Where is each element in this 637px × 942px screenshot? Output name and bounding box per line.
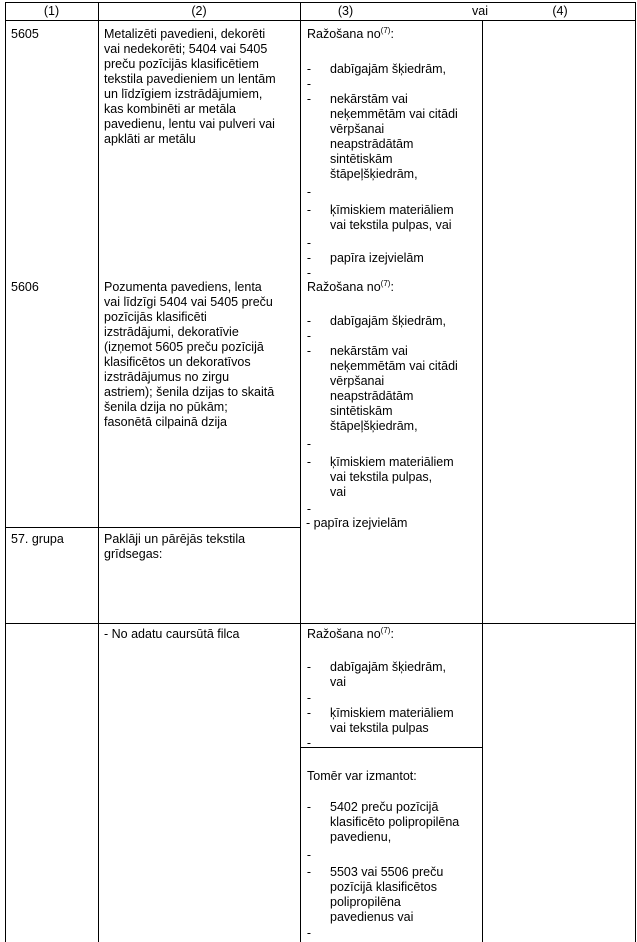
item-line: pavedienu, [330,830,392,844]
dash: - [306,236,312,250]
however-divider [300,747,482,748]
desc-line: vai līdzīgi 5404 vai 5405 preču [104,295,273,309]
dash: - [306,266,312,280]
col-border-1-2 [98,2,99,942]
header-col3: (3) [337,4,354,18]
col-border-right [635,2,636,942]
col-border-left [5,2,6,942]
dash: - [306,926,312,940]
dash: - [306,736,312,750]
dash: - [306,660,312,674]
dash: - [306,691,312,705]
desc-line: preču pozīcijās klasificētiem [104,57,259,71]
row-divider-57 [5,527,300,528]
item-line: pozīcijā klasificētos [330,880,437,894]
item-line: nekārstām vai [330,92,408,106]
footnote-ref: (7) [380,625,391,635]
desc-line: Paklāji un pārējās tekstila [104,532,246,546]
item-line: vai tekstila pulpas, vai [330,218,452,232]
desc-line: Pozumenta pavediens, lenta [104,280,262,294]
item-line: vai [330,675,346,689]
desc-line: (izņemot 5605 preču pozīcijā [104,340,264,354]
item-line: pavedienus vai [330,910,414,924]
table-top-border [5,2,635,3]
row-5606-code: 5606 [11,280,39,294]
desc-line: tekstila pavedieniem un lentām [104,72,276,86]
item-line: ķīmiskiem materiāliem [330,203,454,217]
item-line: vai [330,485,346,499]
item-line: neapstrādātām [330,137,414,151]
item-line: ķīmiskiem materiāliem [330,455,454,469]
dash: - [306,437,312,451]
item-line: ķīmiskiem materiāliem [330,706,454,720]
desc-line: un līdzīgiem izstrādājumiem, [104,87,263,101]
item-line: dabīgajām šķiedrām, [330,660,447,674]
rule-intro-text: Ražošana no [307,627,381,641]
item-line: neapstrādātām [330,389,414,403]
item-line: klasificēto polipropilēna [330,815,460,829]
desc-line: klasificētos un dekoratīvos [104,355,251,369]
row-57-code: 57. grupa [11,532,64,546]
item-line: vai tekstila pulpas [330,721,429,735]
dash: - [306,502,312,516]
dash: - [306,185,312,199]
row-5605-rule-intro [307,27,394,42]
dash: - [306,706,312,720]
row-divider-felt [5,623,635,624]
dash: - [306,344,312,358]
header-col1: (1) [43,4,60,18]
desc-line: Metalizēti pavedieni, dekorēti [104,27,266,41]
desc-line: izstrādājumi, dekoratīvie [104,325,239,339]
however-label: Tomēr var izmantot: [307,769,417,783]
desc-line: astriem); šenila dzijas to skaitā [104,385,275,399]
rule-intro-colon: : [390,27,394,41]
item-line: papīra izejvielām [330,251,424,265]
desc-line: pavedienu, lentu vai pulveri vai [104,117,275,131]
item-line: nekārstām vai [330,344,408,358]
item-line: neķemmētām vai citādi [330,359,458,373]
item-line: 5503 vai 5506 preču [330,865,444,879]
header-vai: vai [472,4,488,18]
header-col2: (2) [191,4,207,18]
footnote-ref: (7) [380,25,391,35]
item-line: sintētiskām [330,152,393,166]
dash: - [306,203,312,217]
dash: - [306,865,312,879]
dash: - [306,800,312,814]
row-5606-rule-intro [307,280,394,295]
dash: - [306,77,312,91]
item-line: vai tekstila pulpas, [330,470,433,484]
header-bottom-border [5,20,635,21]
item-line: štāpeļšķiedrām, [330,419,418,433]
item-line: dabīgajām šķiedrām, [330,62,447,76]
desc-line: grīdsegas: [104,547,163,561]
item-line: dabīgajām šķiedrām, [330,314,447,328]
item-line: sintētiskām [330,404,393,418]
item-line: polipropilēna [330,895,401,909]
rule-intro-colon: : [390,627,394,641]
desc-line: - No adatu caursūtā filca [104,627,240,641]
item-line: vērpšanai [330,374,385,388]
item-line: - papīra izejvielām [306,516,408,530]
row-5605-code: 5605 [11,27,39,41]
rule-intro-text: Ražošana no [307,27,381,41]
rule-intro-colon: : [390,280,394,294]
desc-line: kas kombinēti ar metāla [104,102,237,116]
desc-line: vai nedekorēti; 5404 vai 5405 [104,42,268,56]
desc-line: apklāti ar metālu [104,132,196,146]
dash: - [306,848,312,862]
row-felt-rule-intro [307,627,394,642]
desc-line: šenila dzija no pūkām; [104,400,228,414]
header-col4: (4) [552,4,568,18]
col-border-2-3 [300,2,301,942]
desc-line: fasonētā cilpainā dzija [104,415,227,429]
dash: - [306,329,312,343]
item-line: vērpšanai [330,122,385,136]
dash: - [306,62,312,76]
dash: - [306,251,312,265]
dash: - [306,92,312,106]
item-line: štāpeļšķiedrām, [330,167,418,181]
desc-line: pozīcijās klasificēti [104,310,207,324]
dash: - [306,455,312,469]
item-line: neķemmētām vai citādi [330,107,458,121]
desc-line: izstrādājumus no zirgu [104,370,230,384]
rule-intro-text: Ražošana no [307,280,381,294]
dash: - [306,314,312,328]
item-line: 5402 preču pozīcijā [330,800,439,814]
col-border-3-4 [482,20,483,942]
footnote-ref: (7) [380,278,391,288]
